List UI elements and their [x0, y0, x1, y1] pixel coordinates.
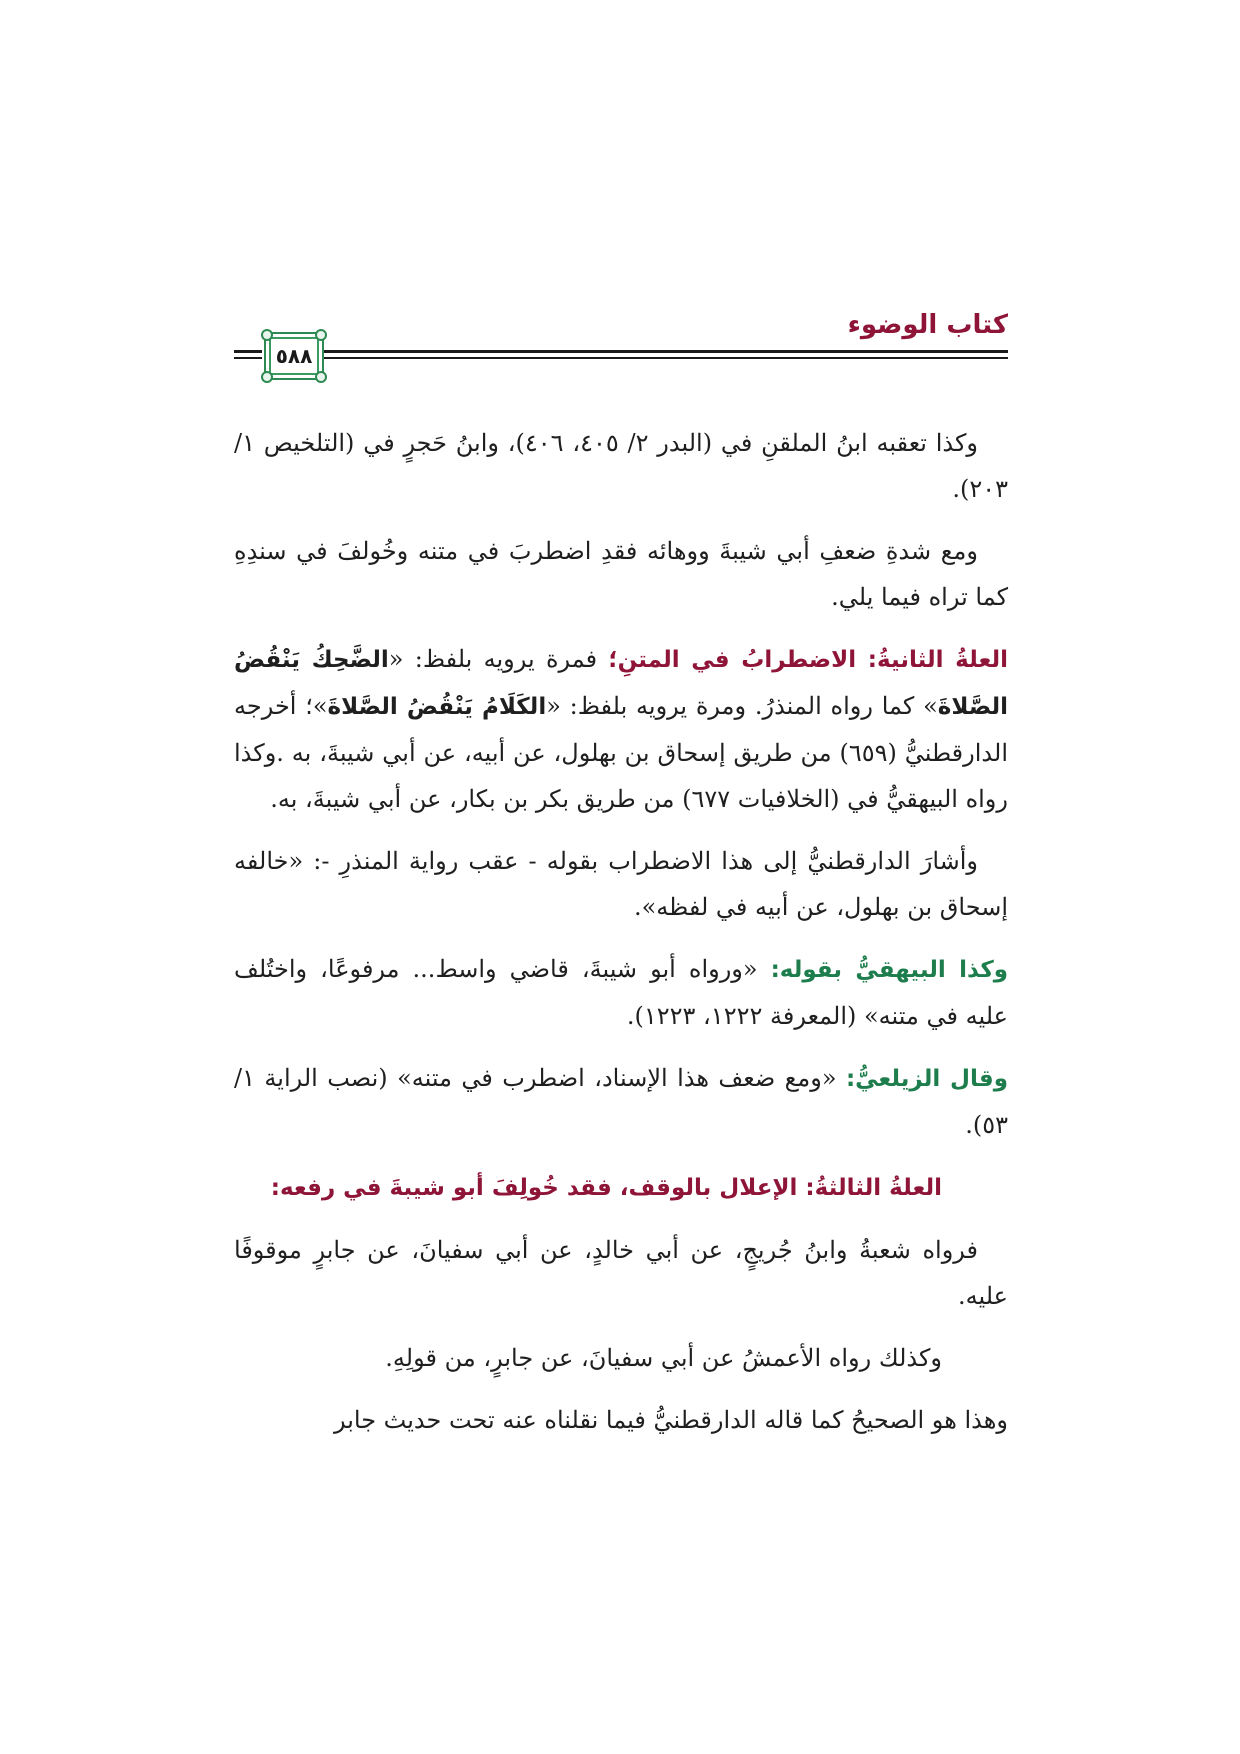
- paragraph: [234, 1055, 1008, 1148]
- paragraph-text: »؛ أخرجه الدارقطنيُّ (٦٥٩) من طريق إسحاق بن بهلول، عن أبيه، عن أبي شيبةَ، به .وكذا رواه البيهقيُّ في (الخلافيات ٦٧٧) من طريق بكر بن بكار، عن أبي شيبةَ، به.: [234, 692, 1008, 813]
- quoted-text: الكَلَامُ يَنْقُضُ الصَّلاةَ: [327, 694, 547, 720]
- paragraph: [234, 946, 1008, 1039]
- section-label: وقال الزيلعيُّ:: [845, 1066, 1008, 1092]
- header-rule: [324, 350, 1008, 353]
- header-rule: [234, 357, 262, 359]
- paragraph: ومع شدةِ ضعفِ أبي شيبةَ ووهائه فقدِ اضطربَ في متنه وخُولفَ في سندِهِ كما تراه فيما يلي.: [234, 537, 1008, 611]
- ornament-icon: [261, 371, 273, 383]
- ornament-icon: [315, 329, 327, 341]
- header-rule: [234, 350, 262, 353]
- section-label: العلةُ الثانيةُ: الاضطرابُ في المتنِ؛: [608, 647, 1008, 673]
- page-number-badge: [264, 332, 324, 380]
- header-rule: [324, 357, 1008, 359]
- page-number: ٥٨٨: [275, 344, 313, 368]
- section-label: العلةُ الثالثةُ: الإعلال بالوقف، فقد خُولِفَ أبو شيبةَ في رفعه:: [270, 1175, 942, 1201]
- paragraph: [234, 1164, 1008, 1211]
- paragraph: وهذا هو الصحيحُ كما قاله الدارقطنيُّ فيما نقلناه عنه تحت حديث جابر: [333, 1406, 1008, 1434]
- paragraph-text: فمرة يرويه بلفظ: «: [388, 645, 609, 673]
- paragraph-text: » كما رواه المنذرُ. ومرة يرويه بلفظ: «: [546, 692, 938, 720]
- ornament-icon: [261, 329, 273, 341]
- section-label: وكذا البيهقيُّ بقوله:: [770, 957, 1008, 983]
- page-header: [234, 310, 1008, 400]
- paragraph: وأشارَ الدارقطنيُّ إلى هذا الاضطراب بقوله - عقب رواية المنذرِ -: «خالفه إسحاق بن بهلول، عن أبيه في لفظه».: [234, 847, 1008, 921]
- page-body: [234, 420, 1008, 1459]
- paragraph: وكذلك رواه الأعمشُ عن أبي سفيانَ، عن جابرٍ، من قولِهِ.: [385, 1344, 942, 1372]
- paragraph-text: «ومع ضعف هذا الإسناد، اضطرب في متنه» (نصب الراية ١/ ٥٣).: [234, 1064, 1008, 1139]
- paragraph: فرواه شعبةُ وابنُ جُريجٍ، عن أبي خالدٍ، عن أبي سفيانَ، عن جابرٍ موقوفًا عليه.: [234, 1236, 1008, 1310]
- quoted-text: الضَّحِكُ يَنْقُضُ الصَّلاةَ: [234, 647, 1009, 720]
- ornament-icon: [315, 371, 327, 383]
- paragraph-text: «ورواه أبو شيبةَ، قاضي واسط... مرفوعًا، واختُلف عليه في متنه» (المعرفة ١٢٢٢، ١٢٢٣).: [234, 955, 1008, 1030]
- paragraph: وكذا تعقبه ابنُ الملقنِ في (البدر ٢/ ٤٠٥، ٤٠٦)، وابنُ حَجرٍ في (التلخيص ١/ ٢٠٣).: [234, 429, 1008, 503]
- book-title: كتاب الوضوء: [847, 310, 1008, 340]
- paragraph: [234, 636, 1008, 822]
